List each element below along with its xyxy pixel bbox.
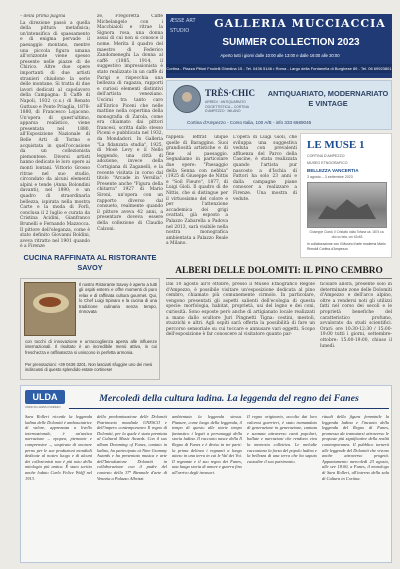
ad-brand: ÆSSE ART STUDIO (170, 18, 196, 34)
tres-chic-ad[interactable] (166, 80, 392, 130)
cucina-title: CUCINA RAFFINATA AL RISTORANTE SAVOY (23, 253, 157, 272)
ad-gallery-name: GALLERIA MUCCIACCIA (214, 17, 386, 30)
column-header: – della prima pagina (20, 14, 66, 19)
pino-cembro-column-2 (320, 282, 392, 382)
muse-exhibition-title: BELLEZZA VANCERTIA (307, 168, 359, 173)
banner-headline: Mercoledì della cultura ladina. La leggenda del regno dei Fanes (99, 393, 359, 404)
banner-divider (69, 408, 389, 409)
ulda-logo: ULDA (25, 390, 65, 404)
muse-caption: Giuseppe Ciardi, Il Cristallo dalla Tofana ca. 1874 ca. olio su tela, cm 42x63 (309, 230, 385, 239)
cucina-box (20, 278, 160, 380)
divider (166, 278, 392, 279)
tres-chic-logo: TRÈS·CHIC (205, 88, 256, 98)
ad-opening-hours: Aperto tutti i giorni dalle 10:00 alle 13:00 e dalle 16:00 alle 20:00 (220, 53, 340, 58)
ad-address: Cortina - Piazza Pittori Frodelli Ghedina 15 - Tel. 0436 5146 • Roma - Largo della Fontanella di Borghese 89 - Tel. 06 69923801 (166, 66, 392, 71)
article-column-4 (233, 135, 297, 255)
cucina-description: Il nostro Ristorante Savoy è aperto a tutti gli ospiti esterni e offre momenti di puro relax e di raffinata cultura gourmet. Qui, lo Chef Luigi Spinaro e la cucina di una tradizione culinaria senza tempo, rinnovata (79, 282, 157, 315)
muse-logo: LE MUSE 1 (307, 139, 365, 151)
food-photo (24, 282, 76, 336)
muse-dates: 3 agosto – 3 settembre 2023 (307, 175, 353, 179)
tres-chic-subtitle: ARREDI · ANTIQUARIATO OGGETTISTICA – CORTINA D'AMPEZZO · MILANO (205, 100, 249, 113)
cucina-description-2: con tocchi di innovazione e un'accoglienza aperta alle influenze internazionali. Il risultato è un incredibile menù attivo, in cui freschezza e raffinatezza si uniscono in perfetta armonia. (25, 339, 157, 355)
tres-chic-headline: ANTIQUARIATO, MODERNARIATO E VINTAGE (267, 89, 389, 108)
ad-summer-collection: SUMMER COLLECTION 2023 (222, 37, 360, 48)
pino-cembro-column-1 (166, 282, 315, 382)
column-2-text: ze, Fregoretta Caffè Michelangelo con i Macchiaioli e ritrae la Signora rosa, una donna assai di cui non si conosce il nome. Merita il quadro del maestro di Federico Zandomeneghi La donna al caffè (1885, 1914, il suggestivo impressionista è stato realizzato in un caffè di Parigi e rispecchia una bellezza di ragazza, rapporti e curiosi elementi distintivi dell'artista veneziano. Uscirai tra tanto caro all'Enrico Piceni che nelle mattine nella copertina della monografia di Zarola, come era chiamato dai pittori francesi, scritta dallo stesso Piceni e pubblicata nel 1932, da Mondadori. In Galleria "La fidanzata studia", 1925, di Mosè Levy e il Nello leggendo, una città di adozione, invece della Cortigiana di Zaganelli, e la recente visitata in corso dal titolo "Arcade in Versilia". Presente anche "Figura della chitarra" 1927 di Mario Sironi, un'opera con un rapporto diverso dal consueto, realmente quando il pittore aveva 42 anni, a presentare doveva essere della collezione di Claudio Calzoni. (97, 14, 163, 232)
column-3-text: rappelli: Ieffrat unque quelle di Baraggino. Suoi grandiosità artistiche e di fine al paesaggio. Segnaliamo in particolare due opere: "Paesaggio della Senna con nebbia" (1925 di Giuseppe de Nittis e "Soil Fieure", 1877, di Luigi Gioli. Il quadro di de Nittis, che si distingue per il virtuosismo del colore e per l'attenzione accademica dei grigi ovattati, già esposto a Palazzo Zabarella a Padova nel 2013, sarà visibile nella nostra monografica ambientata a Palazzo Reale a Milano. (166, 135, 228, 247)
portrait-image (173, 85, 201, 113)
ladina-culture-banner (20, 385, 392, 563)
pino-cembro-text-b: ticolare allora, presente solo in determinate zone delle Dolomiti d'Ampezzo e dell'arco alpino, oltre a rendersi noti gli utilizzi fatti nel corso dei secoli e le proprietà benefiche del caratteristico profumo, avvalorato da studi scientifici. Orari: ore 10:30-12:30 / 15:00-19:00 tutti i giorni, settembre-ottobre: 15:00-19:00, chiuso il lunedì. (320, 282, 392, 349)
article-column-1 (20, 14, 90, 249)
cucina-info: Per prenotazioni: +39 0436 3201. Non lasciarti sfuggire uno dei mesi indiscussi di questo splendido estate cortinese! (25, 362, 153, 373)
article-column-2 (97, 14, 163, 249)
mountain-painting-image (307, 182, 387, 228)
banner-column-4: Il regno originario, accolto dai loro valorosi guerrieri, è stato tramandato di generazione in generazione, cantata e suonata attraverso canti popolari, ballate e narrazioni che rendono viva la memoria collettiva. Le melodie raccontano la forza del popolo ladino e la bellezza di una terra che ha saputo custodire il suo patrimonio. (247, 414, 317, 464)
banner-column-1: Sara Rolleri ricorda la leggenda ladina delle Dolomiti è ambasciatrice di valore, apprezzata a livello internazionale, è un'antica narrazione – epopea, piemonte e comprensive –, sospirata di onorare perno per le sue produzioni mondiali dedicate al nostro luogo e di alcuni dei collezionisti non è più noto della mitologia più antica. È stato scritto anche lodato Carlo Felice Wolff nel 1913. (25, 414, 92, 481)
muse-museum: MUSEO ETNOGRAFICO (307, 161, 348, 165)
muse-note: In collaborazione con il Museo d'arte moderna Mario Rimoldi Cortina d'Ampezzo (307, 242, 386, 251)
column-4-text: L'opera di Luigi Gioli, che sviluppa una suggestiva veduta con prevalenti affluenza del Parco della Cascine, è stata realizzata quando l'artista pur nascosto a d'Ischia di Fattori ha solo 23 anni e dalla campagne piane conoscer a realizzare a Firenze. Una mostra di vedute. (233, 135, 297, 202)
pino-cembro-text-a: Dal 10 agosto all'8 ottobre, presso il Museo Etnografico Regole d'Ampezzo, è possibile visitare un'esposizione dedicata al pino cembro, chiamato più comunemente cirmolo. In particolare, vengono presentati gli aspetti salienti dell'ecologia di questa specie: morfologia, habitat, proprietà, usi del legno e dei coni, curiosità. Sono esposte però anche di artigianato locale realizzati a mano dallo scultore Juri Pingnetti Tigna: cestini, mestoli, stuzzichi e altri. Agli ospiti sarà offerta la possibilità di fare un percorso sensoriale su cui toccare e annusare vari oggetti. Scopo dell'esposizione è far conoscere al visitatore quanto par- (166, 282, 315, 338)
banner-column-5: rituali della figura femminile la leggenda ladina e l'incanto della leggenda del Regno di Fanes, promessa da tramutarsi attraverso le proposte più significative della realtà contemporanea. Il pubblico tornerà alle leggende del Dolomiti che vivono anche attraverso progetti. Appuntamento mercoledì 23 agosto, alle ore 18.00, a Fanes, il monologo di Sara Rolleri, all'interno della sala di Cultura in Cortina. (322, 414, 389, 481)
muse-location: CORTINA D'AMPEZZO (307, 154, 345, 158)
tres-chic-address: Cortina d'Ampezzo - Corso Italia, 100 A/B - info 333 6689046 (187, 120, 312, 125)
article-column-3 (166, 135, 228, 255)
galleria-mucciaccia-ad[interactable] (166, 14, 392, 78)
banner-column-3: ambientata la leggenda stessa. Pianure, come luogo della leggenda, il tempo di questo alle storie tempo fantastico i legati a personaggi della storia ladina. Il racconto nasce della Il Regno di Fanes e è diviso in tre parti: la prima delinea i regnanti a lungo atteso in una terra in cui le Val dei Voi. Il regnante e il suo regno dei Fanes, una lunga storia di amore e guerra fino all'arrivo degli invasori. (172, 414, 242, 475)
ulda-logo-subtitle: UNION DI LADINS D'ANPEZO (25, 406, 61, 409)
pino-cembro-title: ALBERI DELLE DOLOMITI: IL PINO CEMBRO (175, 266, 383, 276)
le-muse-ad[interactable] (300, 133, 392, 258)
column-1-text: La direzione passò a quella della pittura metafisica; un'intensifica di spaesamento e di enigma pervade il paesaggio montano, mentre una piccola figura umana all'orizzonte viene spesso presente nelle piazze di de Chirico. Altre due opere importanti di due artisti stranieri chiudono la serie delle montane. Si tratta di due lavori dedicati al capolavoro della Campagna: Il Caffè di Napoli, 1932 (c.s.) di Renato Guttuso e Ponte Priaglia, 1878-1880, di Francesco Lojacono. Un'opera di quest'ultimo, apparsa realistico, viene presentata nel 1880, all'Esposizione Nazionale di Belle Arti di Torino e acquistata in quell'occasione da un collezionista piemontese. Diversi artisti hanno dedicato le loro opere ai monti lontani. Vittorio Grosso ritrae nel suo studio, circondato da alcuni elementi alpini e tende (Anna Bolondini davanti), nel 1890; e un quadro di straordinaria bellezza, ispirata nella mostra Carte e la moda di Forlì, conclusa il 2 luglio e curata da Cristina Acidini, Gianfranco Brunelli e Fernando Mazzocca. Il pittore dell'eleganza, come è stato definito Giovanni Boldini, aveva ritratto nel 1901 quando è a Firenze (20, 20, 90, 249)
banner-column-2: della predominazione delle Dolomiti Patrimonio mondiale UNESCO e dell'impero contemporaneo Il regno di Dolomiti, per la quale è stata premiata al Cultural Music Awards. Con il suo album Dreaming of Fanes, cantato in ladino, ha partecipato ai Nine Grammy Awards e ha presentato musica e arte dell'Introduzione Dolomiti in collaborazione con il padre del contesto della 37ª Biennale d'arte di Venezia a Palazzo Albrizzi. (97, 414, 167, 481)
